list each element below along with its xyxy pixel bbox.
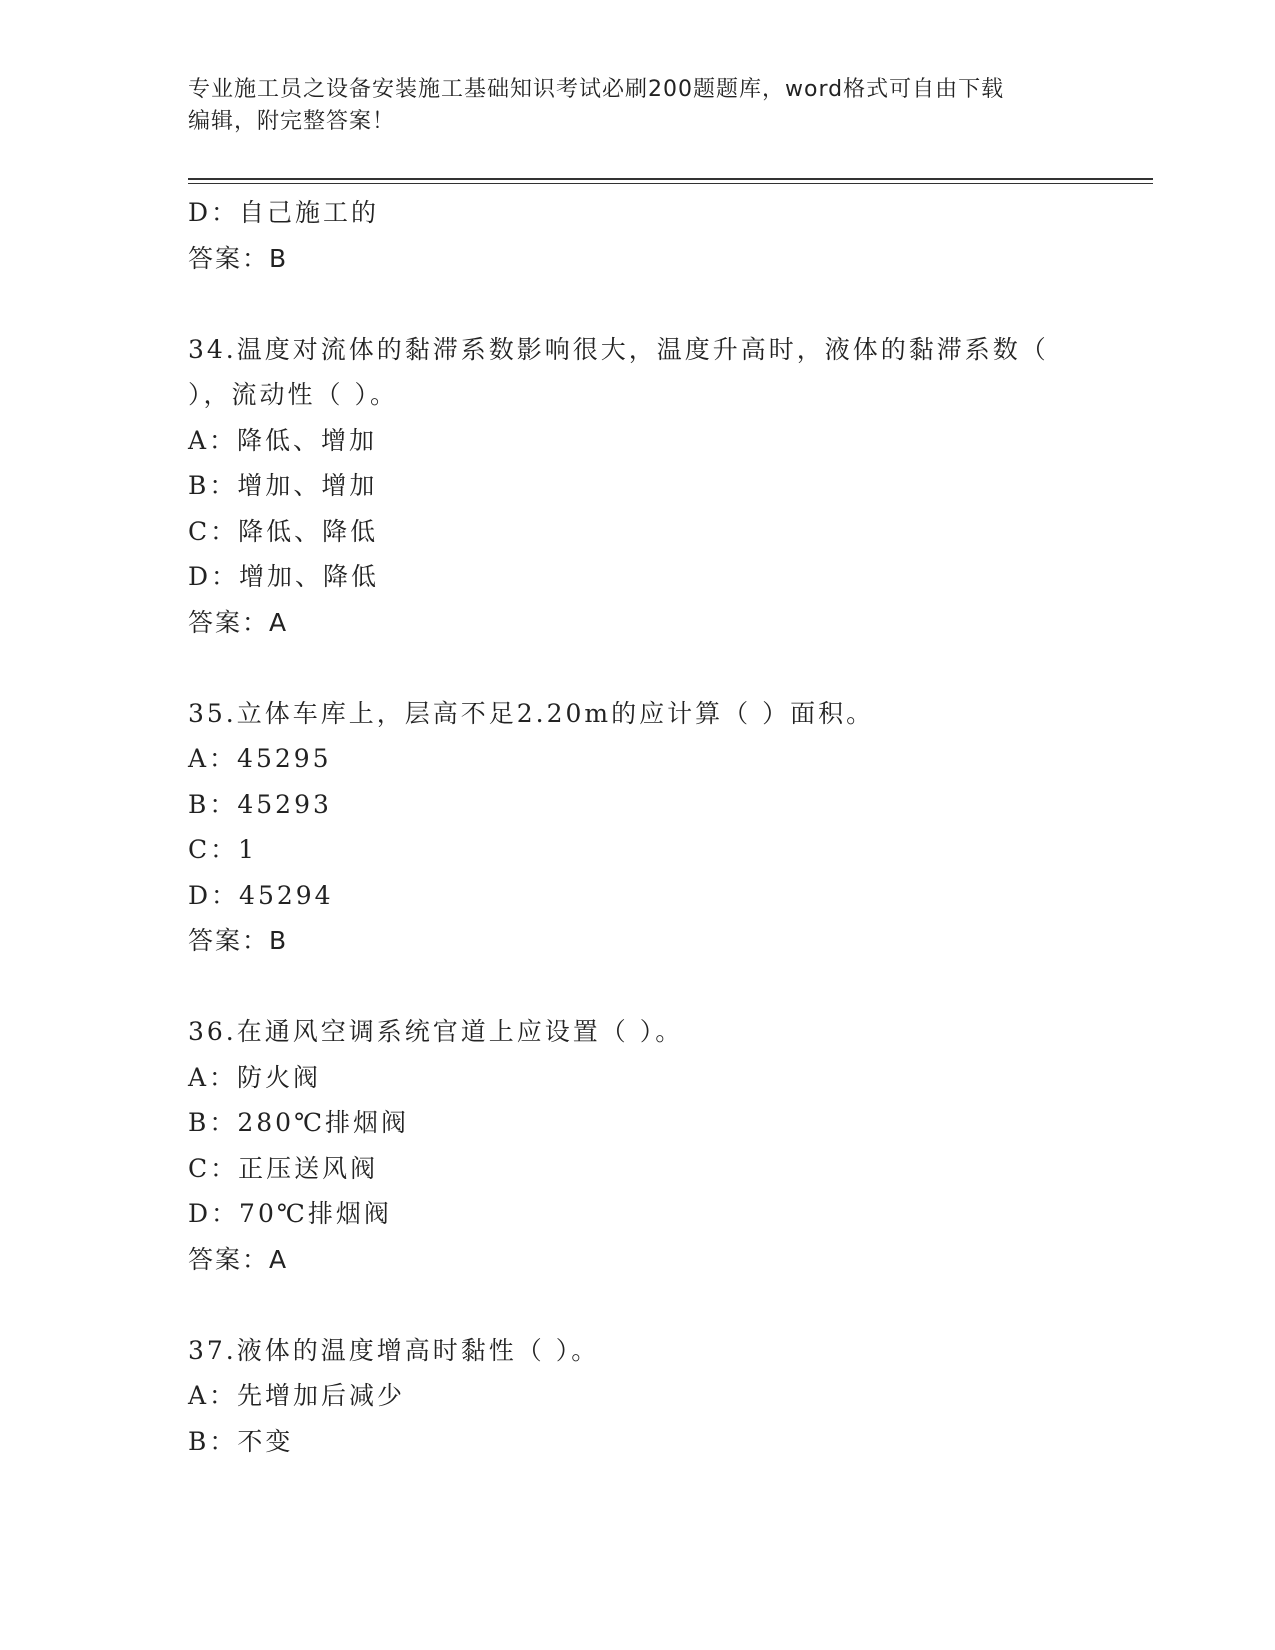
option-a: A：防火阀 (188, 1062, 322, 1092)
question-stem: 35.立体车库上，层高不足2.20m的应计算（ ）面积。 (188, 698, 875, 728)
option-a: A：先增加后减少 (188, 1381, 406, 1410)
header-line-1: 专业施工员之设备安装施工基础知识考试必刷200题题库，word格式可自由下载 (188, 77, 1005, 102)
option-d: D：45294 (188, 880, 334, 910)
option-b: B：45293 (188, 789, 332, 819)
option-b: B：280℃排烟阀 (188, 1108, 410, 1137)
question-stem: 37.液体的温度增高时黏性（ ）。 (188, 1335, 600, 1365)
question-stem-cont: ），流动性（ ）。 (188, 380, 398, 409)
question-36 (188, 1009, 1088, 1282)
prev-option-d: D：自己施工的 (188, 198, 380, 227)
answer: 答案：A (188, 1244, 289, 1274)
option-a: A：降低、增加 (188, 425, 378, 455)
spacer (188, 281, 1088, 327)
option-a: A：45295 (188, 744, 332, 773)
option-c: C：降低、降低 (188, 516, 379, 546)
prev-answer: 答案：B (188, 243, 289, 273)
header-line-2: 编辑，附完整答案！ (188, 109, 396, 134)
option-c: C：1 (188, 835, 258, 864)
header-rule-thick (188, 178, 1153, 180)
option-c: C：正压送风阀 (188, 1153, 379, 1183)
spacer (188, 1282, 1088, 1328)
spacer (188, 964, 1088, 1010)
question-37 (188, 1328, 1088, 1465)
header-rule-thin (188, 183, 1153, 184)
question-list (188, 190, 1088, 1464)
option-b: B：不变 (188, 1426, 294, 1456)
option-b: B：增加、增加 (188, 471, 378, 500)
question-stem: 36.在通风空调系统官道上应设置（ ）。 (188, 1017, 684, 1046)
document-header (188, 74, 1088, 138)
option-d: D：增加、降低 (188, 562, 380, 591)
option-d: D：70℃排烟阀 (188, 1199, 392, 1228)
question-34 (188, 327, 1088, 646)
question-stem: 34.温度对流体的黏滞系数影响很大，温度升高时，液体的黏滞系数（ (188, 334, 1049, 364)
spacer (188, 645, 1088, 691)
answer: 答案：A (188, 607, 289, 637)
answer: 答案：B (188, 926, 289, 955)
question-35 (188, 691, 1088, 964)
